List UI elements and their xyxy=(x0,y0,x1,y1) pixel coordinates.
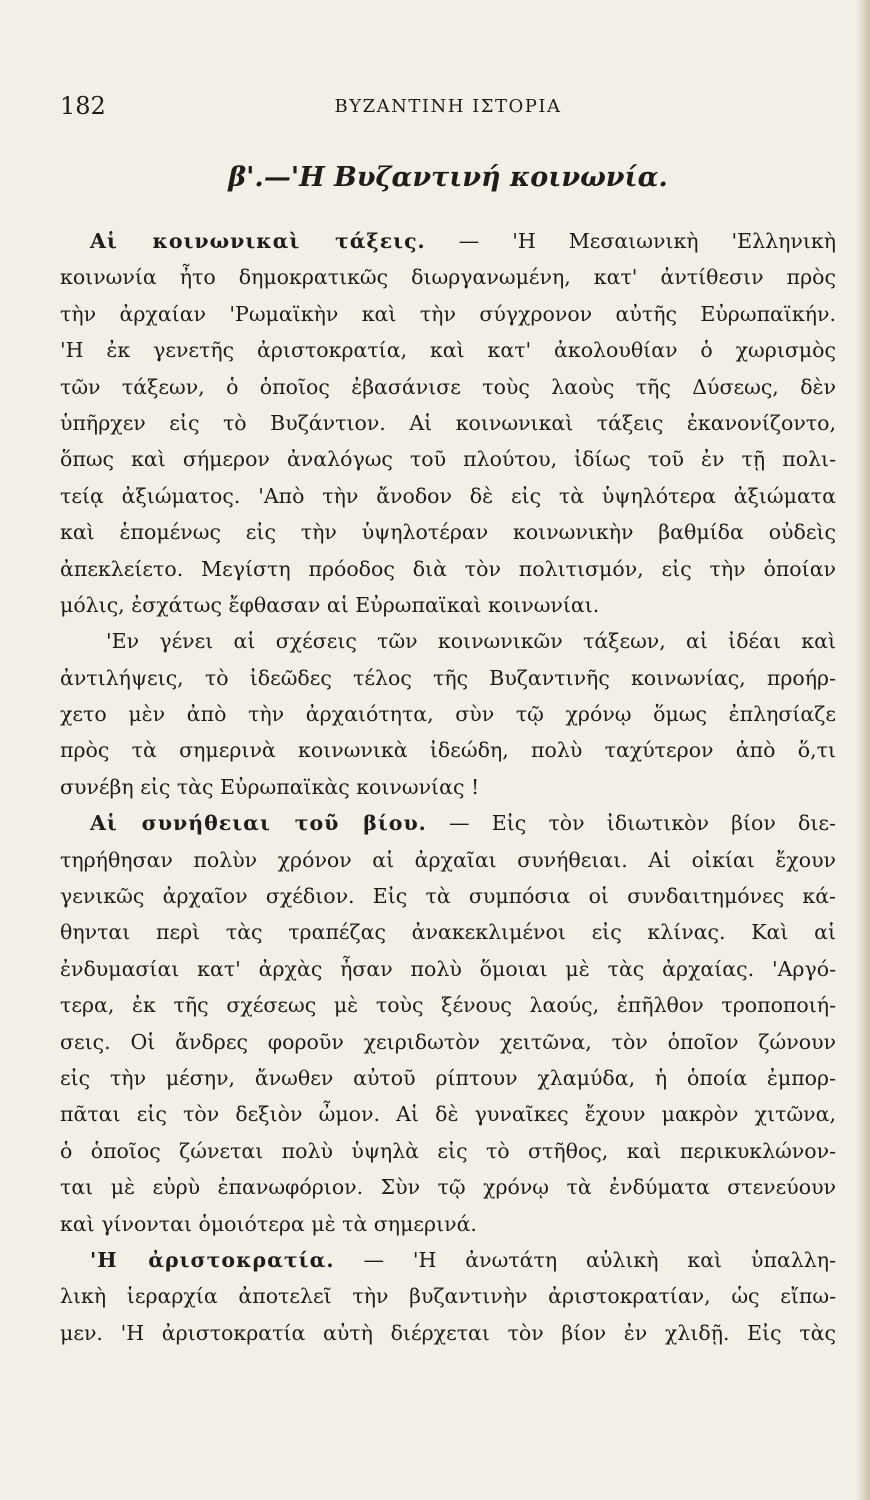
paragraph-heading: Αἱ συνήθειαι τοῦ βίου. xyxy=(90,811,427,836)
paragraph-line: 'Εν γένει αἱ σχέσεις τῶν κοινωνικῶν τάξεων, αἱ ἰδέαι καὶ xyxy=(106,629,836,654)
paragraph-line: γενικῶς ἀρχαῖον σχέδιον. Εἰς τὰ συμπόσια οἱ συνδαιτημόνες κά- xyxy=(60,884,836,909)
book-page xyxy=(60,80,836,1351)
paragraph-line: τερα, ἐκ τῆς σχέσεως μὲ τοὺς ξένους λαούς, ἐπῆλθον τροποποιή- xyxy=(60,993,836,1018)
paragraph-line: ἀπεκλείετο. Μεγίστη πρόοδος διὰ τὸν πολιτισμόν, εἰς τὴν ὁποίαν xyxy=(60,556,836,581)
paragraph-line: ὅπως καὶ σήμερον ἀναλόγως τοῦ πλούτου, ἰδίως τοῦ ἐν τῇ πολι- xyxy=(60,447,836,472)
paragraph-heading: Αἱ κοινωνικαὶ τάξεις. xyxy=(90,229,426,253)
paragraph-line: καὶ γίνονται ὁμοιότερα μὲ τὰ σημερινά. xyxy=(60,1211,477,1236)
paragraph-line: θηνται περὶ τὰς τραπέζας ἀνακεκλιμένοι εἰς κλίνας. Καὶ αἱ xyxy=(60,920,836,945)
paragraph-line: κοινωνία ἦτο δημοκρατικῶς διωργανωμένη, κατ' ἀντίθεσιν πρὸς xyxy=(60,265,836,290)
paragraph-line: τηρήθησαν πολὺν χρόνον αἱ ἀρχαῖαι συνήθειαι. Αἱ οἰκίαι ἔχουν xyxy=(60,847,836,872)
running-header xyxy=(60,80,836,120)
paragraph-line: ται μὲ εὐρὺ ἐπανωφόριον. Σὺν τῷ χρόνῳ τὰ ἐνδύματα στενεύουν xyxy=(60,1175,836,1200)
paragraph-line: Αἱ συνήθειαι τοῦ βίου. — Εἰς τὸν ἰδιωτικὸν βίον διε- xyxy=(90,811,836,836)
paragraph-line: 'Η ἐκ γενετῆς ἀριστοκρατία, καὶ κατ' ἀκολουθίαν ὁ χωρισμὸς xyxy=(60,338,836,363)
paragraph-line: τείᾳ ἀξιώματος. 'Απὸ τὴν ἄνοδον δὲ εἰς τὰ ὑψηλότερα ἀξιώματα xyxy=(60,483,836,508)
paragraph-line: Αἱ κοινωνικαὶ τάξεις. — 'Η Μεσαιωνικὴ 'Ελληνικὴ xyxy=(90,229,837,253)
paragraph-line: σεις. Οἱ ἄνδρες φοροῦν χειριδωτὸν χειτῶνα, τὸν ὁποῖον ζώνουν xyxy=(60,1029,836,1054)
paragraph-line: 'Η ἀριστοκρατία. — 'Η ἀνωτάτη αὐλικὴ καὶ ὑπαλλη- xyxy=(90,1247,836,1272)
paragraph-line: τῶν τάξεων, ὁ ὁποῖος ἐβασάνισε τοὺς λαοὺς τῆς Δύσεως, δὲν xyxy=(60,374,836,399)
page-edge-shadow xyxy=(856,0,870,1500)
paragraph-line: καὶ ἑπομένως εἰς τὴν ὑψηλοτέραν κοινωνικὴν βαθμίδα οὐδεὶς xyxy=(60,520,836,545)
paragraph-line: ἀντιλήψεις, τὸ ἰδεῶδες τέλος τῆς Βυζαντινῆς κοινωνίας, προήρ- xyxy=(60,665,836,690)
paragraph-line: ὑπῆρχεν εἰς τὸ Βυζάντιον. Αἱ κοινωνικαὶ τάξεις ἐκανονίζοντο, xyxy=(60,410,836,435)
paragraph-line: τὴν ἀρχαίαν 'Ρωμαϊκὴν καὶ τὴν σύγχρονον αὐτῆς Εὐρωπαϊκήν. xyxy=(60,301,836,326)
paragraph-heading: 'Η ἀριστοκρατία. xyxy=(90,1247,335,1272)
section-title: β'.—'Η Βυζαντινή κοινωνία. xyxy=(228,162,668,193)
paragraph-line: λικὴ ἱεραρχία ἀποτελεῖ τὴν βυζαντινὴν ἀριστοκρατίαν, ὡς εἴπω- xyxy=(60,1284,836,1309)
paragraph-line: εἰς τὴν μέσην, ἄνωθεν αὐτοῦ ρίπτουν χλαμύδα, ἡ ὁποία ἐμπορ- xyxy=(60,1065,836,1090)
paragraph-line: πᾶται εἰς τὸν δεξιὸν ὦμον. Αἱ δὲ γυναῖκες ἔχουν μακρὸν χιτῶνα, xyxy=(60,1102,836,1127)
paragraph-line: πρὸς τὰ σημερινὰ κοινωνικὰ ἰδεώδη, πολὺ ταχύτερον ἀπὸ ὅ,τι xyxy=(60,738,836,763)
paragraph-line: χετο μὲν ἀπὸ τὴν ἀρχαιότητα, σὺν τῷ χρόνῳ ὅμως ἐπλησίαζε xyxy=(60,702,836,727)
paragraph-line: ὁ ὁποῖος ζώνεται πολὺ ὑψηλὰ εἰς τὸ στῆθος, καὶ περικυκλώνον- xyxy=(60,1138,836,1163)
running-title: ΒΥΖΑΝΤΙΝΗ ΙΣΤΟΡΙΑ xyxy=(334,96,562,117)
body-text xyxy=(60,223,836,1351)
paragraph-line: ἐνδυμασίαι κατ' ἀρχὰς ἦσαν πολὺ ὅμοιαι μὲ τὰς ἀρχαίας. 'Αργό- xyxy=(60,956,836,981)
page-number: 182 xyxy=(60,92,106,120)
paragraph-line: μόλις, ἐσχάτως ἔφθασαν αἱ Εὐρωπαϊκαὶ κοινωνίαι. xyxy=(60,592,600,617)
paragraph-line: συνέβη εἰς τὰς Εὐρωπαϊκὰς κοινωνίας ! xyxy=(60,774,480,799)
paragraph-line: μεν. 'Η ἀριστοκρατία αὐτὴ διέρχεται τὸν βίον ἐν χλιδῇ. Εἰς τὰς xyxy=(60,1320,836,1345)
